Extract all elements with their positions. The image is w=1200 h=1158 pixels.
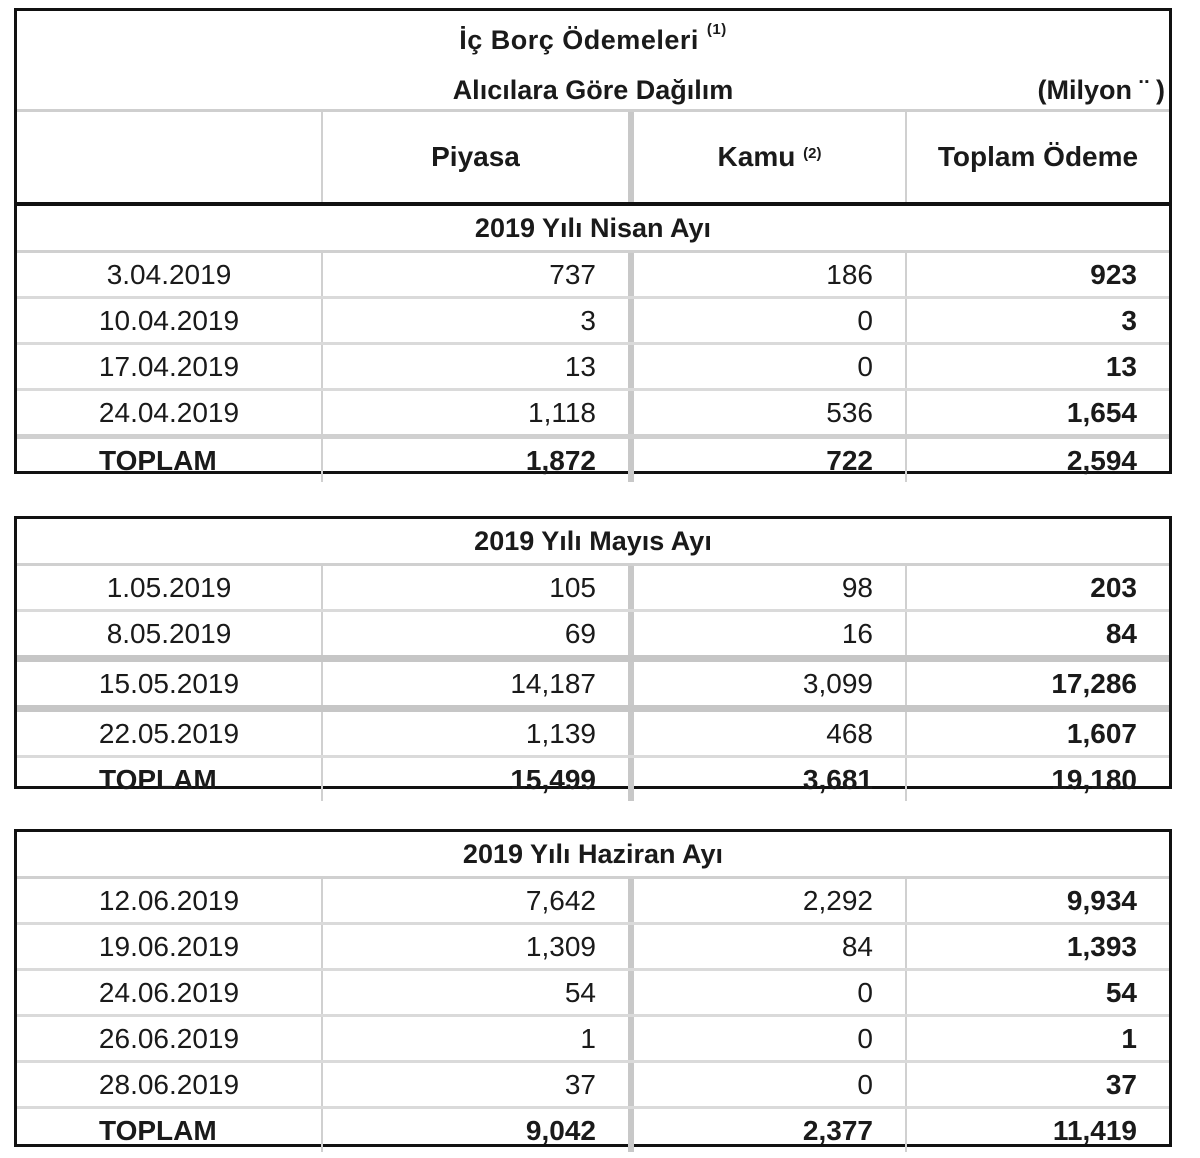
table-row (17, 1014, 1169, 1060)
toplam-cell: 17,286 (905, 662, 1169, 705)
toplam-cell: 84 (905, 612, 1169, 655)
toplam-total: 19,180 (905, 758, 1169, 801)
table-title-block (17, 11, 1169, 112)
date-cell: 8.05.2019 (106, 617, 232, 649)
total-label: TOPLAM (99, 444, 217, 476)
title-text: İç Borç Ödemeleri (459, 25, 699, 55)
piyasa-cell: 13 (321, 345, 628, 388)
date-cell: 24.06.2019 (98, 976, 240, 1008)
kamu-cell: 536 (628, 391, 905, 434)
toplam-cell: 923 (905, 253, 1169, 296)
piyasa-total: 1,872 (321, 439, 628, 482)
piyasa-cell: 737 (321, 253, 628, 296)
table-row (17, 609, 1169, 655)
column-header-toplam: Toplam Ödeme (905, 112, 1169, 202)
page-title (17, 21, 1169, 56)
unit-label: (Milyon ¨ ) (1037, 75, 1165, 105)
table-row (17, 879, 1169, 922)
table-row (17, 566, 1169, 609)
title-footnote: (1) (706, 21, 727, 38)
kamu-cell: 3,099 (628, 662, 905, 705)
toplam-cell: 1 (905, 1017, 1169, 1060)
date-cell: 17.04.2019 (98, 350, 240, 382)
total-label: TOPLAM (99, 763, 217, 795)
piyasa-cell: 1,309 (321, 925, 628, 968)
date-cell: 19.06.2019 (98, 930, 240, 962)
date-cell: 26.06.2019 (98, 1022, 240, 1054)
date-cell: 1.05.2019 (106, 571, 232, 603)
piyasa-cell: 1,139 (321, 712, 628, 755)
table-row (17, 968, 1169, 1014)
kamu-footnote: (2) (803, 144, 822, 162)
total-label: TOPLAM (99, 1114, 217, 1146)
toplam-cell: 54 (905, 971, 1169, 1014)
piyasa-cell: 105 (321, 566, 628, 609)
toplam-cell: 1,393 (905, 925, 1169, 968)
may-table (14, 516, 1172, 795)
kamu-total: 722 (628, 439, 905, 482)
table-row (17, 253, 1169, 296)
kamu-total: 3,681 (628, 758, 905, 801)
table-row (17, 388, 1169, 434)
date-cell: 15.05.2019 (98, 667, 240, 699)
section-title-may: 2019 Yılı Mayıs Ayı (17, 519, 1169, 566)
total-row (17, 1106, 1169, 1152)
april-rows (17, 253, 1169, 482)
piyasa-cell: 37 (321, 1063, 628, 1106)
toplam-total: 11,419 (905, 1109, 1169, 1152)
piyasa-cell: 1,118 (321, 391, 628, 434)
section-title-june: 2019 Yılı Haziran Ayı (17, 832, 1169, 879)
piyasa-cell: 69 (321, 612, 628, 655)
table-row (17, 705, 1169, 755)
subtitle: Alıcılara Göre Dağılım (452, 75, 734, 105)
date-cell: 3.04.2019 (106, 258, 232, 290)
date-cell: 28.06.2019 (98, 1068, 240, 1100)
kamu-cell: 16 (628, 612, 905, 655)
table-row (17, 1060, 1169, 1106)
piyasa-cell: 54 (321, 971, 628, 1014)
kamu-cell: 0 (628, 971, 905, 1014)
table-row (17, 342, 1169, 388)
column-header-kamu (628, 112, 905, 202)
table-row (17, 922, 1169, 968)
column-header-piyasa: Piyasa (321, 112, 628, 202)
kamu-cell: 468 (628, 712, 905, 755)
column-header-date (17, 112, 321, 202)
table-row (17, 655, 1169, 705)
toplam-cell: 1,607 (905, 712, 1169, 755)
piyasa-total: 15,499 (321, 758, 628, 801)
piyasa-cell: 3 (321, 299, 628, 342)
toplam-cell: 3 (905, 299, 1169, 342)
date-cell: 12.06.2019 (98, 884, 240, 916)
toplam-cell: 37 (905, 1063, 1169, 1106)
kamu-cell: 0 (628, 1063, 905, 1106)
toplam-total: 2,594 (905, 439, 1169, 482)
total-row (17, 755, 1169, 801)
kamu-total: 2,377 (628, 1109, 905, 1152)
kamu-cell: 0 (628, 299, 905, 342)
date-cell: 10.04.2019 (98, 304, 240, 336)
toplam-cell: 203 (905, 566, 1169, 609)
date-cell: 22.05.2019 (98, 717, 240, 749)
piyasa-cell: 14,187 (321, 662, 628, 705)
kamu-cell: 84 (628, 925, 905, 968)
toplam-cell: 1,654 (905, 391, 1169, 434)
june-table (14, 829, 1172, 1147)
date-cell: 24.04.2019 (98, 396, 240, 428)
total-row (17, 434, 1169, 482)
toplam-cell: 9,934 (905, 879, 1169, 922)
piyasa-cell: 1 (321, 1017, 628, 1060)
kamu-cell: 98 (628, 566, 905, 609)
kamu-cell: 0 (628, 1017, 905, 1060)
column-header-row (17, 112, 1169, 206)
kamu-cell: 0 (628, 345, 905, 388)
kamu-label: Kamu (717, 141, 796, 172)
piyasa-total: 9,042 (321, 1109, 628, 1152)
section-title-april: 2019 Yılı Nisan Ayı (17, 206, 1169, 253)
kamu-cell: 2,292 (628, 879, 905, 922)
april-table (14, 8, 1172, 474)
kamu-cell: 186 (628, 253, 905, 296)
toplam-cell: 13 (905, 345, 1169, 388)
table-row (17, 296, 1169, 342)
piyasa-cell: 7,642 (321, 879, 628, 922)
